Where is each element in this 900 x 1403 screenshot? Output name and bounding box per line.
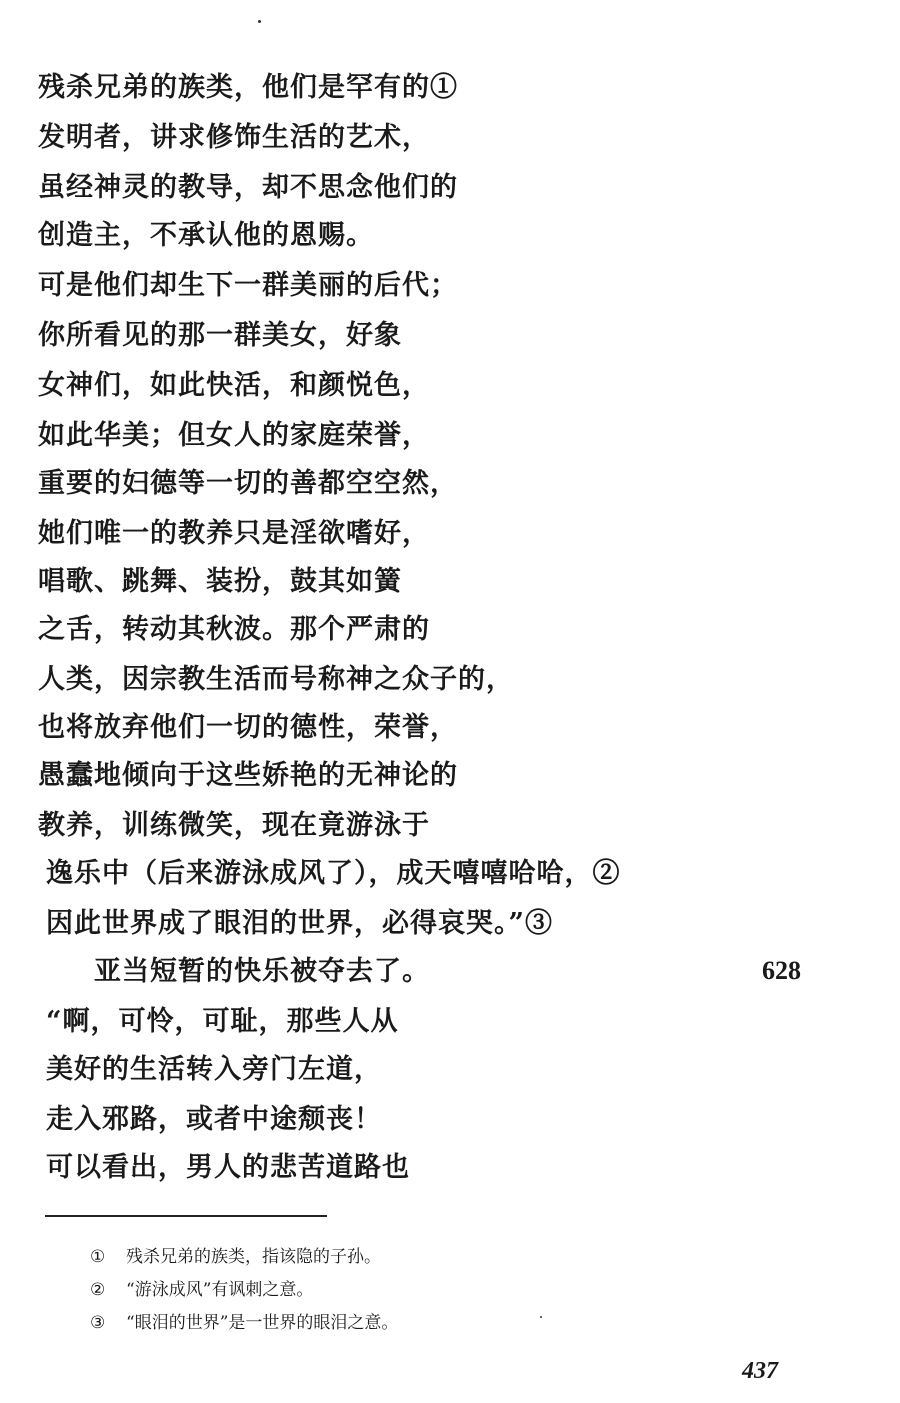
poem-line: 如此华美；但女人的家庭荣誉，: [38, 420, 430, 451]
poem-line: 教养，训练微笑，现在竟游泳于: [38, 810, 430, 841]
footnote-marker: ②: [90, 1280, 106, 1300]
verse-line-number: 628: [762, 956, 801, 985]
poem-line: 愚蠢地倾向于这些娇艳的无神论的: [38, 760, 458, 791]
poem-line: 她们唯一的教养只是淫欲嗜好，: [38, 518, 430, 549]
footnote-item: [90, 1246, 381, 1268]
poem-line: 因此世界成了眼泪的世界，必得哀哭。”③: [46, 908, 554, 939]
poem-line: 虽经神灵的教导，却不思念他们的: [38, 172, 458, 203]
poem-line: “啊，可怜，可耻，那些人从: [46, 1006, 399, 1037]
poem-line: 走入邪路，或者中途颓丧！: [46, 1104, 382, 1135]
poem-line: 创造主，不承认他的恩赐。: [38, 220, 374, 251]
poem-line: 逸乐中（后来游泳成风了），成天嘻嘻哈哈，②: [46, 858, 621, 889]
scan-speck: [258, 20, 261, 23]
footnote-text: “游泳成风”有讽刺之意。: [126, 1280, 314, 1300]
poem-line: 残杀兄弟的族类，他们是罕有的①: [38, 72, 458, 103]
poem-line: 女神们，如此快活，和颜悦色，: [38, 370, 430, 401]
page-number: 437: [742, 1358, 778, 1384]
footnote-marker: ①: [90, 1247, 106, 1267]
poem-line: 你所看见的那一群美女，好象: [38, 320, 402, 351]
footnote-marker: ③: [90, 1313, 106, 1333]
poem-line: 之舌，转动其秋波。那个严肃的: [38, 614, 430, 645]
poem-line: 美好的生活转入旁门左道，: [46, 1054, 382, 1085]
footnote-text: “眼泪的世界”是一世界的眼泪之意。: [126, 1313, 399, 1333]
poem-line: 人类，因宗教生活而号称神之众子的，: [38, 664, 514, 695]
poem-line: 重要的妇德等一切的善都空空然，: [38, 468, 458, 499]
poem-line: 发明者，讲求修饰生活的艺术，: [38, 122, 430, 153]
poem-line: 可以看出，男人的悲苦道路也: [46, 1152, 410, 1183]
footnote-divider: [45, 1215, 327, 1217]
poem-line: 亚当短暂的快乐被夺去了。: [38, 956, 430, 987]
footnote-item: [90, 1279, 313, 1301]
poem-line: 也将放弃他们一切的德性，荣誉，: [38, 712, 458, 743]
footnote-item: [90, 1312, 398, 1334]
poem-line: 唱歌、跳舞、装扮，鼓其如簧: [38, 566, 402, 597]
scan-speck: [540, 1316, 542, 1318]
footnote-text: 残杀兄弟的族类，指该隐的子孙。: [126, 1247, 381, 1267]
poem-line: 可是他们却生下一群美丽的后代；: [38, 270, 458, 301]
